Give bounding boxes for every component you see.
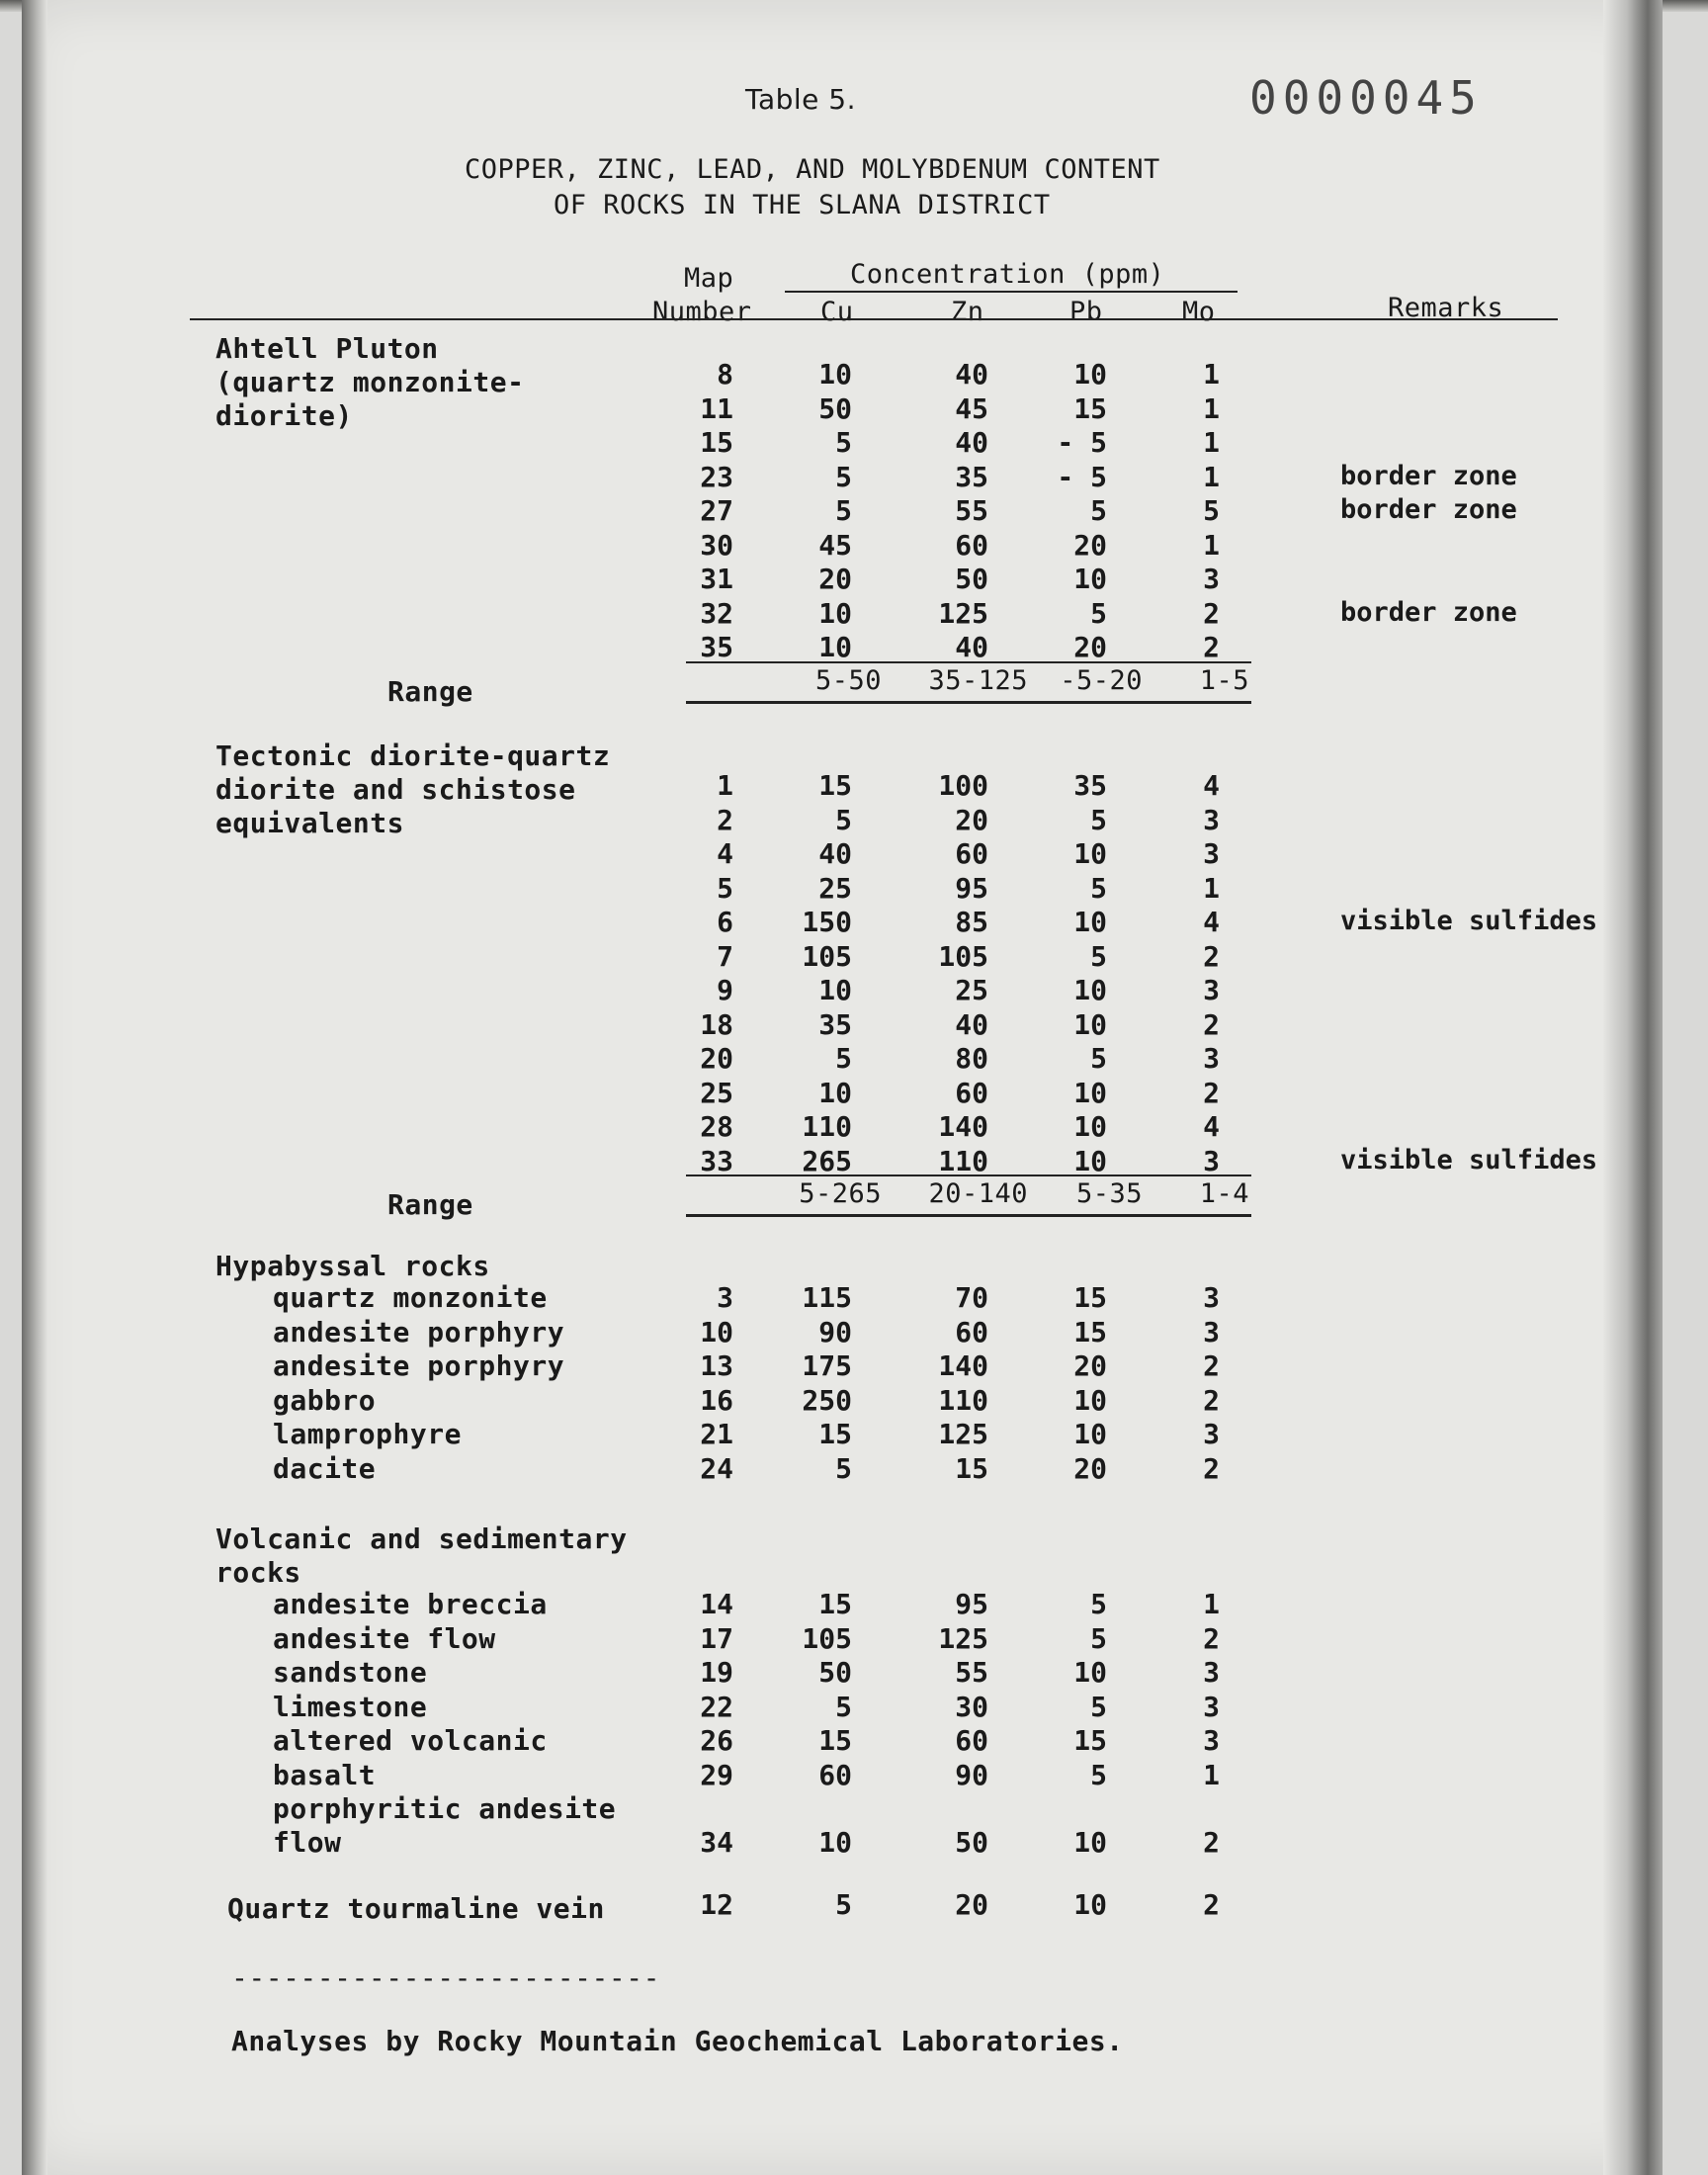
map-number-cell: 6 [717, 906, 733, 938]
map-number-cell: 4 [717, 837, 733, 870]
zn-cell: 105 [938, 939, 988, 973]
pb-cell: 10 [1073, 1383, 1107, 1417]
map-number-cell: 1 [717, 769, 733, 802]
zn-cell: 25 [955, 974, 988, 1006]
rock-name: basalt [273, 1758, 377, 1791]
zn-cell: 125 [938, 1418, 988, 1450]
mo-cell: 2 [1203, 596, 1220, 630]
cu-cell: 5 [835, 460, 852, 493]
header-map: Map [684, 263, 734, 294]
pb-cell: - 5 [1057, 460, 1107, 493]
pb-cell: 35 [1073, 769, 1107, 802]
group-label: (quartz monzonite- [215, 366, 525, 398]
rock-name: gabbro [273, 1383, 377, 1417]
zn-cell: 60 [955, 1724, 988, 1757]
zn-cell: 95 [955, 1588, 988, 1620]
mo-cell: 1 [1203, 871, 1220, 905]
zn-cell: 125 [938, 596, 988, 630]
cu-cell: 265 [802, 1144, 852, 1177]
header-pb: Pb [1069, 297, 1103, 327]
mo-cell: 2 [1203, 1076, 1220, 1109]
rock-name: dacite [273, 1451, 377, 1485]
range-rule-top [686, 1174, 1251, 1176]
cu-cell: 5 [835, 803, 852, 836]
zn-cell: 95 [955, 871, 988, 905]
pb-cell: 5 [1090, 494, 1107, 527]
group-label: diorite and schistose [215, 773, 576, 806]
cu-cell: 15 [818, 1418, 852, 1450]
range-zn: 35-125 [928, 664, 1028, 696]
mo-cell: 1 [1203, 460, 1220, 493]
cu-cell: 10 [818, 1076, 852, 1109]
mo-cell: 4 [1203, 906, 1220, 938]
scan-edge-left [22, 0, 47, 2175]
zn-cell: 30 [955, 1690, 988, 1723]
map-number-cell: 12 [700, 1888, 733, 1921]
cu-cell: 5 [835, 494, 852, 527]
map-number-cell: 23 [700, 460, 733, 493]
pb-cell: 10 [1073, 1418, 1107, 1450]
cu-cell: 5 [835, 1042, 852, 1075]
mo-cell: 1 [1203, 426, 1220, 459]
cu-cell: 250 [802, 1383, 852, 1417]
mo-cell: 2 [1203, 1621, 1220, 1655]
footnote: Analyses by Rocky Mountain Geochemical Laboratories. [231, 2025, 1124, 2057]
group-label: equivalents [215, 807, 404, 839]
map-number-cell: 19 [700, 1656, 733, 1689]
concentration-rule [785, 291, 1238, 293]
mo-cell: 2 [1203, 1451, 1220, 1485]
pb-cell: 15 [1073, 392, 1107, 425]
range-cu: 5-50 [814, 664, 882, 696]
pb-cell: 15 [1073, 1281, 1107, 1314]
mo-cell: 3 [1203, 1042, 1220, 1075]
mo-cell: 2 [1203, 631, 1220, 663]
map-number-cell: 3 [717, 1281, 733, 1314]
mo-cell: 2 [1203, 1826, 1220, 1859]
map-number-cell: 33 [700, 1144, 733, 1177]
pb-cell: 5 [1090, 803, 1107, 836]
mo-cell: 4 [1203, 1110, 1220, 1143]
zn-cell: 80 [955, 1042, 988, 1075]
mo-cell: 1 [1203, 358, 1220, 391]
pb-cell: - 5 [1057, 426, 1107, 459]
pb-cell: 5 [1090, 1690, 1107, 1723]
rock-name: quartz monzonite [273, 1281, 548, 1314]
cu-cell: 150 [802, 906, 852, 938]
map-number-cell: 16 [700, 1383, 733, 1417]
pb-cell: 5 [1090, 1588, 1107, 1620]
pb-cell: 10 [1073, 906, 1107, 938]
cu-cell: 15 [818, 1724, 852, 1757]
pb-cell: 10 [1073, 837, 1107, 870]
pb-cell: 5 [1090, 939, 1107, 973]
group-label: Volcanic and sedimentary [215, 1522, 628, 1555]
header-cu: Cu [820, 297, 854, 327]
group-label: diorite) [215, 399, 353, 432]
header-remarks: Remarks [1388, 293, 1504, 323]
rock-name: altered volcanic [273, 1724, 548, 1757]
zn-cell: 85 [955, 906, 988, 938]
map-number-cell: 34 [700, 1826, 733, 1859]
cu-cell: 5 [835, 1888, 852, 1921]
range-pb: 5-35 [1075, 1178, 1143, 1209]
map-number-cell: 10 [700, 1315, 733, 1348]
rock-name: andesite porphyry [273, 1315, 565, 1348]
mo-cell: 1 [1203, 528, 1220, 562]
cu-cell: 45 [818, 528, 852, 562]
map-number-cell: 28 [700, 1110, 733, 1143]
map-number-cell: 29 [700, 1758, 733, 1791]
map-number-cell: 20 [700, 1042, 733, 1075]
mo-cell: 2 [1203, 1349, 1220, 1382]
scan-edge-right [1603, 0, 1663, 2175]
pb-cell: 10 [1073, 563, 1107, 595]
group-label: rocks [215, 1556, 301, 1589]
map-number-cell: 35 [700, 631, 733, 663]
header-rule [190, 318, 1558, 320]
zn-cell: 20 [955, 803, 988, 836]
zn-cell: 140 [938, 1110, 988, 1143]
header-zn: Zn [951, 297, 984, 327]
mo-cell: 3 [1203, 837, 1220, 870]
cu-cell: 5 [835, 426, 852, 459]
map-number-cell: 24 [700, 1451, 733, 1485]
pb-cell: 15 [1073, 1315, 1107, 1348]
header-number: Number [652, 297, 752, 327]
map-number-cell: 15 [700, 426, 733, 459]
cu-cell: 40 [818, 837, 852, 870]
rock-name: andesite breccia [273, 1588, 548, 1620]
remark-cell: visible sulfides [1340, 906, 1598, 936]
mo-cell: 1 [1203, 1588, 1220, 1620]
mo-cell: 2 [1203, 1383, 1220, 1417]
range-mo: 1-5 [1199, 664, 1249, 696]
pb-cell: 10 [1073, 1076, 1107, 1109]
zn-cell: 45 [955, 392, 988, 425]
pb-cell: 5 [1090, 871, 1107, 905]
zn-cell: 60 [955, 1076, 988, 1109]
group-label: Quartz tourmaline vein [227, 1892, 605, 1925]
remark-cell: border zone [1340, 494, 1517, 525]
rock-name: lamprophyre [273, 1418, 462, 1450]
mo-cell: 3 [1203, 1656, 1220, 1689]
cu-cell: 105 [802, 939, 852, 973]
cu-cell: 50 [818, 392, 852, 425]
zn-cell: 60 [955, 1315, 988, 1348]
cu-cell: 90 [818, 1315, 852, 1348]
header-concentration: Concentration (ppm) [850, 259, 1165, 290]
zn-cell: 55 [955, 494, 988, 527]
mo-cell: 5 [1203, 494, 1220, 527]
range-rule-top [686, 661, 1251, 663]
mo-cell: 4 [1203, 769, 1220, 802]
cu-cell: 10 [818, 1826, 852, 1859]
pb-cell: 5 [1090, 596, 1107, 630]
range-zn: 20-140 [928, 1178, 1028, 1209]
map-number-cell: 14 [700, 1588, 733, 1620]
mo-cell: 2 [1203, 1007, 1220, 1041]
cu-cell: 50 [818, 1656, 852, 1689]
mo-cell: 3 [1203, 563, 1220, 595]
zn-cell: 20 [955, 1888, 988, 1921]
rock-name: andesite porphyry [273, 1349, 565, 1382]
zn-cell: 60 [955, 837, 988, 870]
map-number-cell: 22 [700, 1690, 733, 1723]
map-number-cell: 5 [717, 871, 733, 905]
remark-cell: border zone [1340, 460, 1517, 491]
cu-cell: 15 [818, 769, 852, 802]
mo-cell: 3 [1203, 1315, 1220, 1348]
cu-cell: 10 [818, 596, 852, 630]
pb-cell: 10 [1073, 1888, 1107, 1921]
zn-cell: 100 [938, 769, 988, 802]
zn-cell: 50 [955, 1826, 988, 1859]
cu-cell: 15 [818, 1588, 852, 1620]
pb-cell: 5 [1090, 1758, 1107, 1791]
cu-cell: 115 [802, 1281, 852, 1314]
zn-cell: 40 [955, 1007, 988, 1041]
range-rule-bottom [686, 701, 1251, 704]
map-number-cell: 13 [700, 1349, 733, 1382]
rock-name: flow [273, 1826, 342, 1859]
pb-cell: 20 [1073, 528, 1107, 562]
map-number-cell: 32 [700, 596, 733, 630]
range-cu: 5-265 [799, 1178, 882, 1209]
document-page [22, 0, 1663, 2175]
cu-cell: 35 [818, 1007, 852, 1041]
page-code: 0000045 [1249, 71, 1483, 125]
pb-cell: 20 [1073, 1451, 1107, 1485]
cu-cell: 25 [818, 871, 852, 905]
rock-name: porphyritic andesite [273, 1792, 617, 1825]
cu-cell: 5 [835, 1690, 852, 1723]
pb-cell: 10 [1073, 1826, 1107, 1859]
zn-cell: 110 [938, 1383, 988, 1417]
zn-cell: 70 [955, 1281, 988, 1314]
remark-cell: border zone [1340, 596, 1517, 628]
range-pb: -5-20 [1060, 664, 1143, 696]
mo-cell: 3 [1203, 1724, 1220, 1757]
cu-cell: 60 [818, 1758, 852, 1791]
cu-cell: 10 [818, 974, 852, 1006]
header-mo: Mo [1182, 297, 1216, 327]
group-label: Ahtell Pluton [215, 332, 439, 365]
mo-cell: 3 [1203, 974, 1220, 1006]
map-number-cell: 11 [700, 392, 733, 425]
map-number-cell: 31 [700, 563, 733, 595]
range-label: Range [387, 1188, 473, 1221]
pb-cell: 10 [1073, 974, 1107, 1006]
cu-cell: 5 [835, 1451, 852, 1485]
map-number-cell: 17 [700, 1621, 733, 1655]
zn-cell: 55 [955, 1656, 988, 1689]
title-line-2: OF ROCKS IN THE SLANA DISTRICT [554, 190, 1051, 220]
pb-cell: 15 [1073, 1724, 1107, 1757]
mo-cell: 3 [1203, 1281, 1220, 1314]
rock-name: andesite flow [273, 1621, 496, 1655]
range-mo: 1-4 [1199, 1178, 1249, 1209]
rock-name: sandstone [273, 1656, 428, 1689]
zn-cell: 40 [955, 358, 988, 391]
mo-cell: 1 [1203, 1758, 1220, 1791]
zn-cell: 35 [955, 460, 988, 493]
zn-cell: 40 [955, 426, 988, 459]
map-number-cell: 8 [717, 358, 733, 391]
map-number-cell: 30 [700, 528, 733, 562]
title-line-1: COPPER, ZINC, LEAD, AND MOLYBDENUM CONTENT [465, 154, 1160, 185]
zn-cell: 140 [938, 1349, 988, 1382]
zn-cell: 40 [955, 631, 988, 663]
group-label: Hypabyssal rocks [215, 1250, 490, 1282]
map-number-cell: 18 [700, 1007, 733, 1041]
map-number-cell: 9 [717, 974, 733, 1006]
pb-cell: 10 [1073, 1656, 1107, 1689]
pb-cell: 20 [1073, 1349, 1107, 1382]
mo-cell: 2 [1203, 1888, 1220, 1921]
map-number-cell: 26 [700, 1724, 733, 1757]
pb-cell: 5 [1090, 1042, 1107, 1075]
mo-cell: 3 [1203, 1418, 1220, 1450]
map-number-cell: 2 [717, 803, 733, 836]
table-label: Table 5. [745, 83, 857, 116]
map-number-cell: 21 [700, 1418, 733, 1450]
cu-cell: 20 [818, 563, 852, 595]
map-number-cell: 7 [717, 939, 733, 973]
zn-cell: 125 [938, 1621, 988, 1655]
cu-cell: 105 [802, 1621, 852, 1655]
zn-cell: 110 [938, 1144, 988, 1177]
pb-cell: 10 [1073, 358, 1107, 391]
map-number-cell: 27 [700, 494, 733, 527]
pb-cell: 10 [1073, 1110, 1107, 1143]
mo-cell: 1 [1203, 392, 1220, 425]
pb-cell: 5 [1090, 1621, 1107, 1655]
map-number-cell: 25 [700, 1076, 733, 1109]
pb-cell: 20 [1073, 631, 1107, 663]
cu-cell: 175 [802, 1349, 852, 1382]
zn-cell: 60 [955, 528, 988, 562]
mo-cell: 2 [1203, 939, 1220, 973]
range-label: Range [387, 674, 473, 708]
cu-cell: 10 [818, 358, 852, 391]
pb-cell: 10 [1073, 1007, 1107, 1041]
remark-cell: visible sulfides [1340, 1144, 1598, 1175]
rock-name: limestone [273, 1690, 428, 1723]
range-rule-bottom [686, 1214, 1251, 1217]
zn-cell: 50 [955, 563, 988, 595]
cu-cell: 110 [802, 1110, 852, 1143]
group-label: Tectonic diorite-quartz [215, 740, 611, 772]
mo-cell: 3 [1203, 1690, 1220, 1723]
cu-cell: 10 [818, 631, 852, 663]
pb-cell: 10 [1073, 1144, 1107, 1177]
footnote-rule: ------------------------- [231, 1961, 660, 1994]
mo-cell: 3 [1203, 803, 1220, 836]
zn-cell: 15 [955, 1451, 988, 1485]
zn-cell: 90 [955, 1758, 988, 1791]
mo-cell: 3 [1203, 1144, 1220, 1177]
